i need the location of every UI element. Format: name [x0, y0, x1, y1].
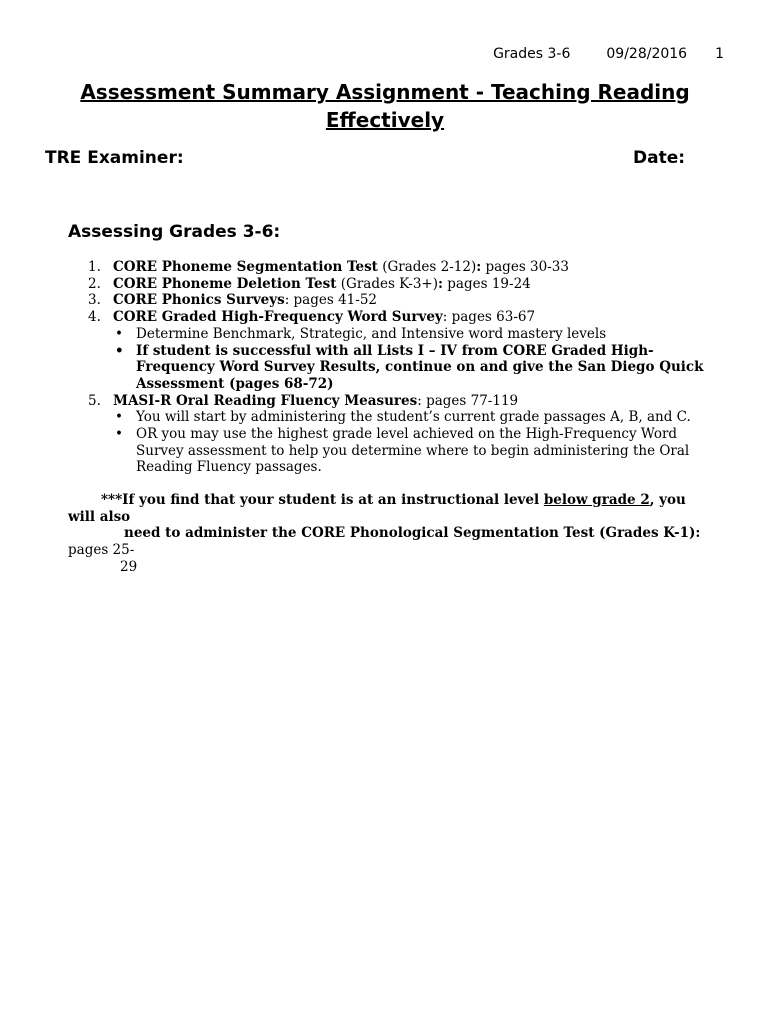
- item-number: 5.: [88, 392, 101, 409]
- examiner-label: TRE Examiner:: [45, 148, 184, 168]
- sub-item-text: You will start by administering the student’s current grade passages A, B, and C.: [136, 409, 691, 426]
- note-line: [68, 492, 728, 509]
- note-line: pages 25-: [68, 542, 135, 559]
- note-underlined-text: below grade 2: [543, 492, 650, 508]
- list-item: [88, 259, 728, 276]
- instructional-level-note: [68, 492, 728, 576]
- list-item: [88, 292, 728, 309]
- item-detail: (Grades K-3+): [336, 275, 439, 292]
- bullet-icon: •: [115, 342, 124, 359]
- item-name: MASI-R Oral Reading Fluency Measures: [113, 392, 418, 409]
- bullet-icon: •: [115, 325, 123, 342]
- note-line: will also: [68, 508, 131, 525]
- item-separator: :: [476, 259, 482, 275]
- item-pages: : pages 41-52: [284, 292, 378, 309]
- date-label: Date:: [633, 148, 686, 168]
- document-title: [60, 78, 710, 134]
- header-page-number: 1: [715, 46, 724, 62]
- section-heading: Assessing Grades 3-6:: [68, 222, 281, 242]
- item-pages: pages 19-24: [443, 275, 531, 292]
- note-line: 29: [120, 558, 138, 575]
- bullet-icon: •: [115, 409, 123, 426]
- item-pages: : pages 77-119: [417, 392, 519, 409]
- assessment-list: [88, 259, 728, 476]
- examiner-row: [45, 148, 685, 168]
- item-name: CORE Graded High-Frequency Word Survey: [113, 309, 443, 326]
- note-text: ***If you find that your student is at an instructional level: [101, 492, 544, 508]
- page-header: [493, 46, 724, 62]
- sub-list-item: [88, 426, 728, 476]
- note-text: , you: [649, 492, 686, 508]
- item-number: 3.: [88, 292, 101, 309]
- item-number: 1.: [88, 259, 101, 275]
- note-line: need to administer the CORE Phonological Segmentation Test (Grades K-1):: [124, 525, 701, 542]
- item-detail: (Grades 2-12): [377, 259, 477, 275]
- title-line-1: Assessment Summary Assignment - Teaching Reading: [80, 80, 690, 104]
- bullet-icon: •: [115, 426, 123, 443]
- sub-list-item: [88, 326, 728, 343]
- sub-item-text: If student is successful with all Lists I – IV from CORE Graded High-Frequency Word Survey Results, continue on and give the San Diego Quick Assessment (pages 68-72): [136, 342, 704, 392]
- list-item: [88, 309, 728, 326]
- item-name: CORE Phoneme Deletion Test: [113, 275, 337, 292]
- item-pages: : pages 63-67: [442, 309, 536, 326]
- header-grades: Grades 3-6: [493, 46, 571, 62]
- item-number: 4.: [88, 309, 101, 326]
- list-item: [88, 393, 728, 410]
- item-separator: :: [438, 275, 443, 292]
- sub-list-item: [88, 343, 728, 393]
- header-date: 09/28/2016: [606, 46, 688, 62]
- item-name: CORE Phoneme Segmentation Test: [113, 259, 378, 275]
- item-number: 2.: [88, 275, 101, 292]
- item-name: CORE Phonics Surveys: [113, 292, 285, 309]
- list-item: [88, 276, 728, 293]
- sub-item-text: Determine Benchmark, Strategic, and Intensive word mastery levels: [136, 325, 607, 342]
- item-pages: pages 30-33: [481, 259, 569, 275]
- sub-list-item: [88, 409, 728, 426]
- sub-item-text: OR you may use the highest grade level achieved on the High-Frequency Word Survey assessment to help you determine where to begin administering the Oral Reading Fluency passages.: [136, 426, 690, 476]
- title-line-2: Effectively: [325, 108, 445, 132]
